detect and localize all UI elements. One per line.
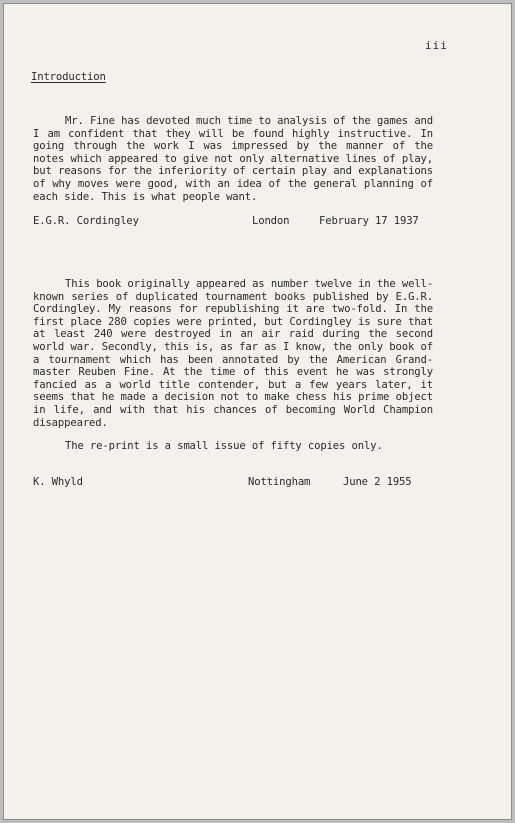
paragraph-text: The re-print is a small issue of fifty copies only. — [65, 440, 383, 452]
signature-line-cordingley — [33, 215, 433, 229]
paragraph-text: This book originally appeared as number twelve in the well-known series of duplicated tournament books published by E.G.R. Cordingley. My reasons for republishing it are two-fold. In the first place 280 copies were printed, but Cordingley is sure that at least 240 were destroyed in an air raid during the second world war. Secondly, this is, as far as I know, the only book of a tournament which has been annotated by the American Grand-master Reuben Fine. At the time of this event he was strongly fancied as a world title contender, but a few years later, it seems that he made a decision not to make chess his prime object in life, and with that his chances of becoming World Champion disappeared. — [33, 278, 433, 429]
document-page — [3, 3, 512, 820]
signature-place: London — [252, 215, 290, 227]
signature-date: June 2 1955 — [343, 476, 412, 488]
page-number: iii — [425, 39, 448, 52]
paragraph-republishing-reasons — [33, 278, 433, 429]
signature-place: Nottingham — [248, 476, 311, 488]
paragraph-fine-analysis — [33, 115, 433, 203]
signature-name: E.G.R. Cordingley — [33, 215, 139, 227]
paragraph-text: Mr. Fine has devoted much time to analysis of the games and I am confident that they will be found highly instructive. In going through the work I was impressed by the manner of the notes which appeared to give not only alternative lines of play, but reasons for the inferiority of certain play and explanations of why moves were good, with an idea of the general planning of each side. This is what people want. — [33, 115, 433, 203]
section-heading: Introduction — [31, 71, 106, 83]
signature-date: February 17 1937 — [319, 215, 419, 227]
signature-name: K. Whyld — [33, 476, 83, 488]
signature-line-whyld — [33, 476, 433, 490]
paragraph-reprint-note — [33, 440, 433, 453]
